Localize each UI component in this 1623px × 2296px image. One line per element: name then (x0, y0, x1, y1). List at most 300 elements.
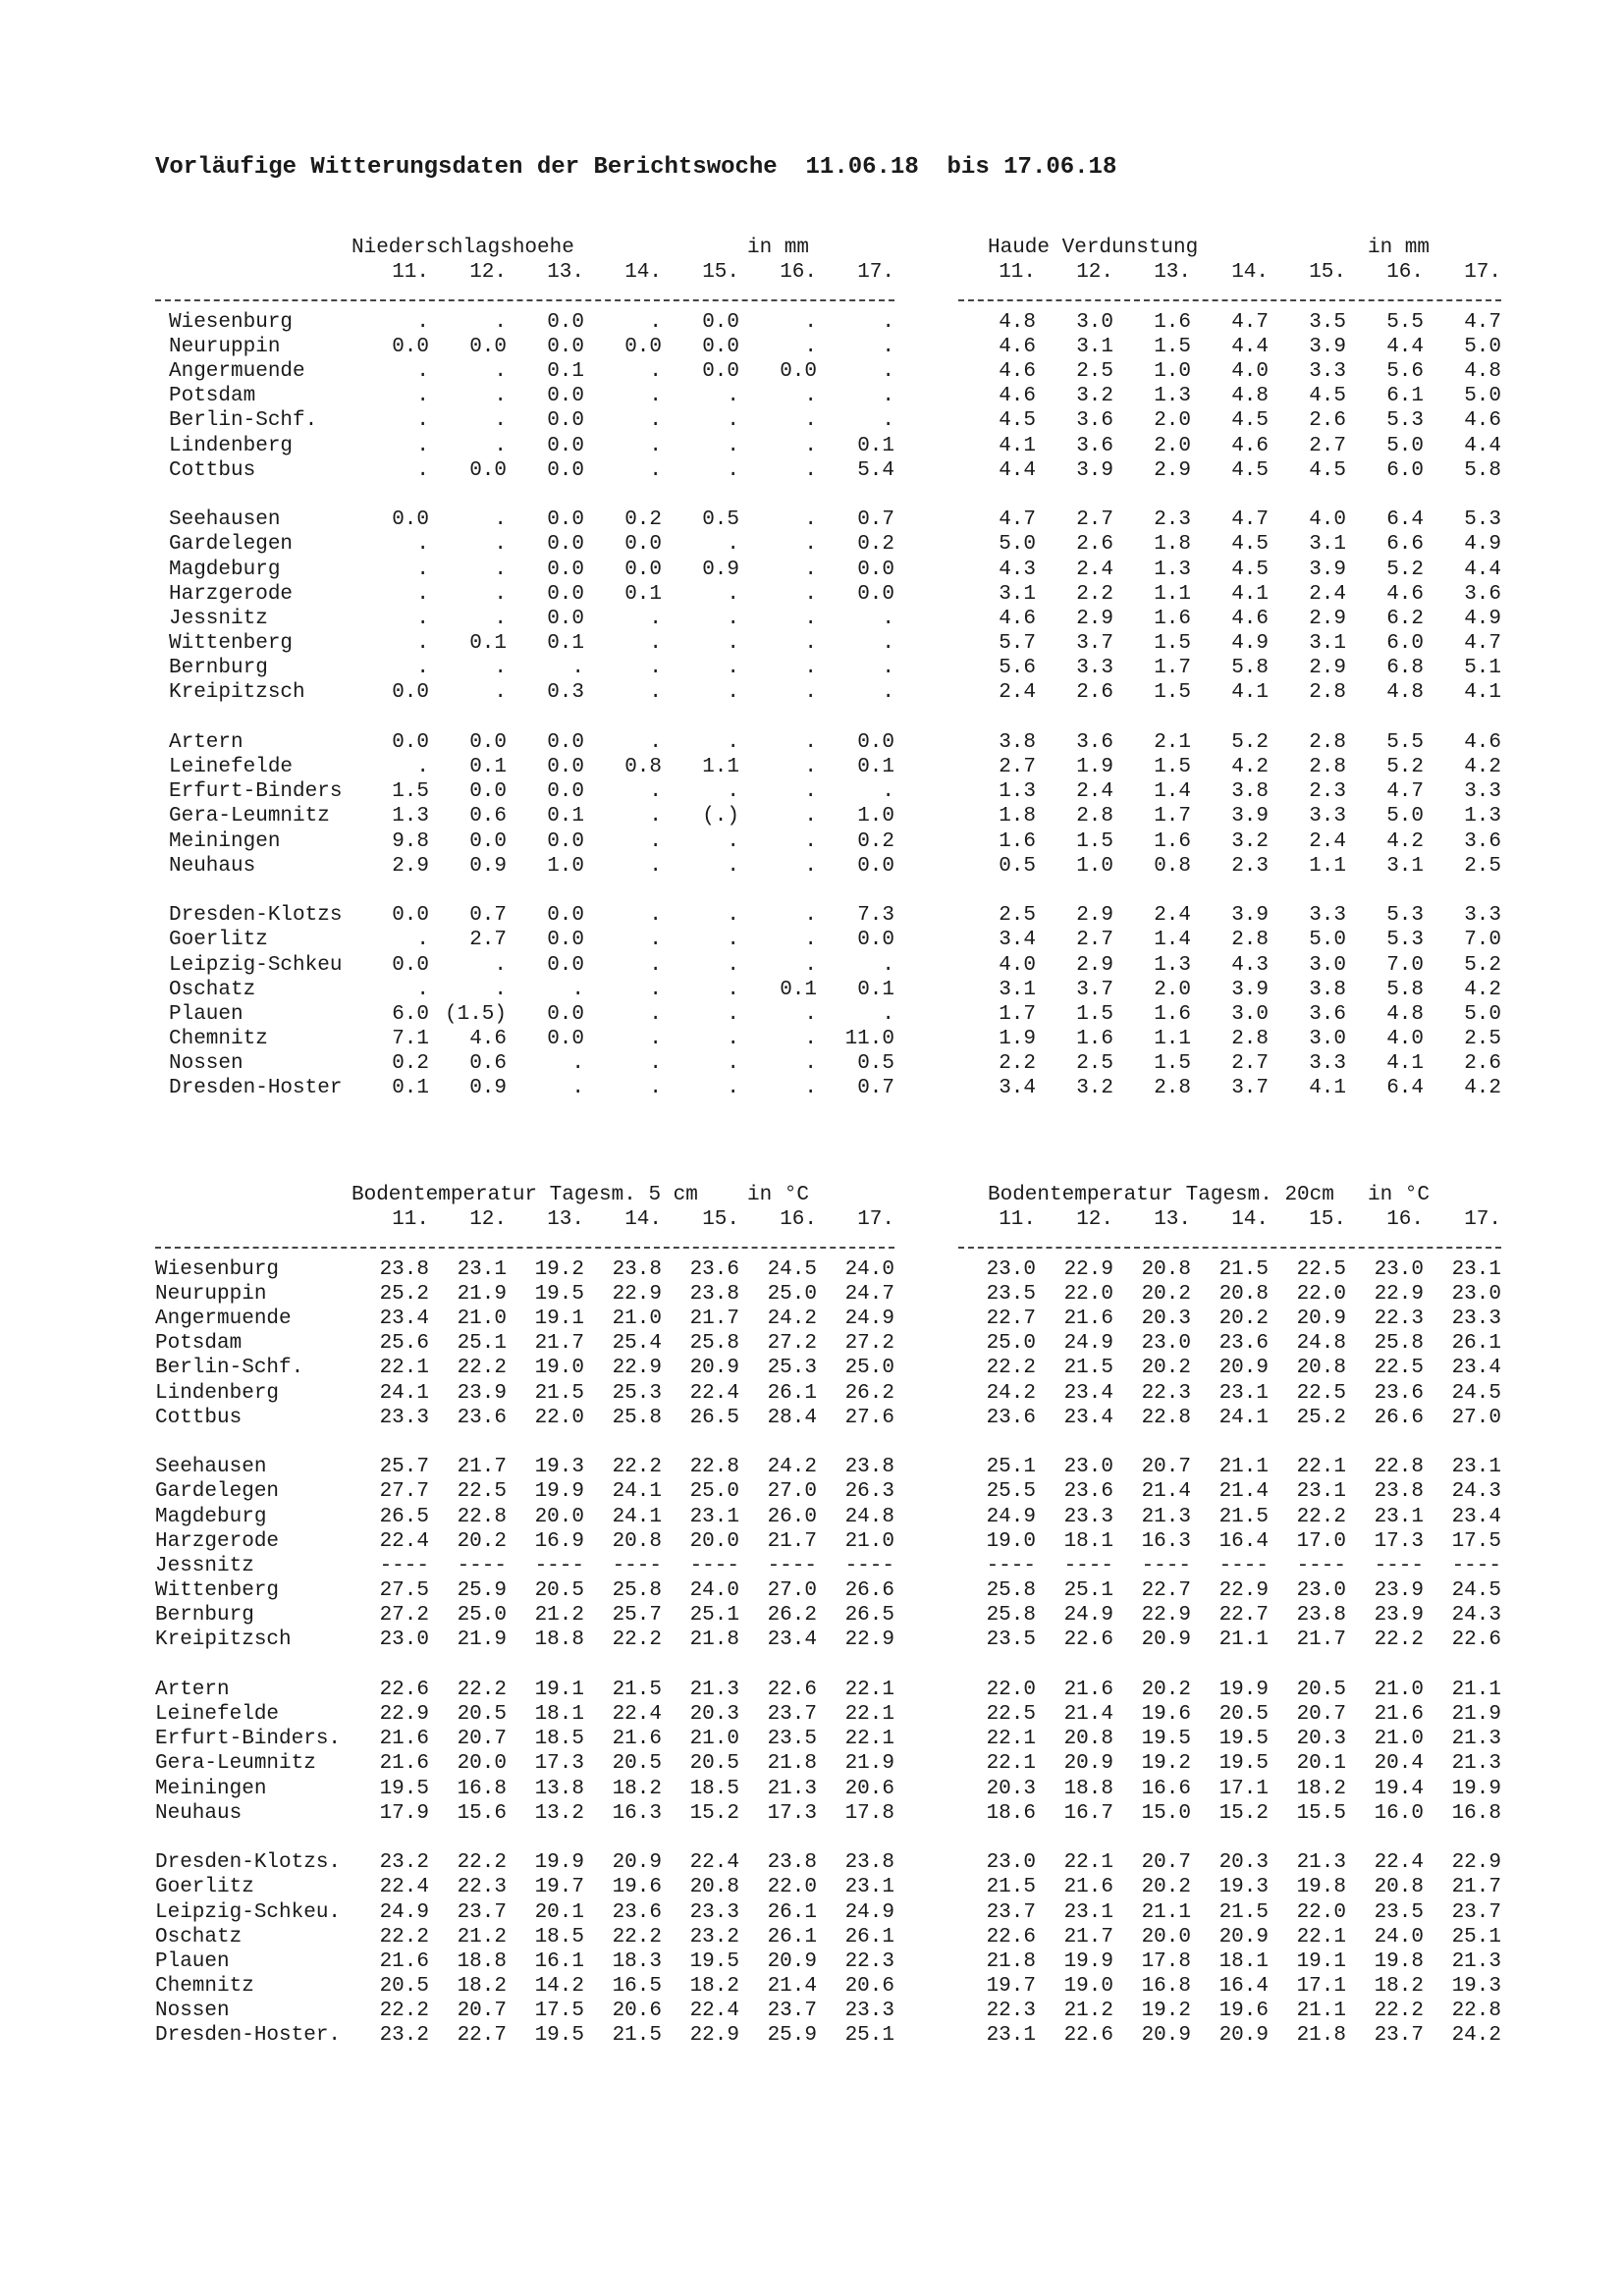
table-row (155, 458, 1501, 483)
left-value-cell: 0.1 (547, 360, 584, 384)
right-value-cell: 5.5 (1386, 730, 1424, 754)
right-value-cell: 6.2 (1386, 607, 1424, 630)
left-value-cell: . (804, 409, 817, 433)
right-value-cell: 4.2 (1464, 756, 1501, 779)
right-value-cell: 25.8 (1374, 1332, 1424, 1356)
left-value-cell: 0.0 (392, 508, 429, 532)
right-value-cell: 23.1 (1218, 1381, 1269, 1405)
left-section-title: Niederschlagshoehe (352, 237, 574, 260)
left-value-cell: 0.7 (857, 1077, 894, 1100)
right-value-cell: 22.8 (1451, 2000, 1501, 2023)
right-value-cell: 3.3 (1464, 904, 1501, 928)
left-value-cell: 18.2 (457, 1975, 507, 1999)
station-name: Lindenberg (169, 434, 294, 457)
right-value-cell: 6.8 (1386, 657, 1424, 680)
left-value-cell: 0.9 (469, 854, 507, 878)
right-value-cell: ---- (986, 1554, 1036, 1577)
right-value-cell: 2.8 (1154, 1077, 1191, 1100)
right-value-cell: 20.7 (1141, 1456, 1191, 1479)
table-row (155, 1999, 1501, 2023)
table-row (155, 1406, 1501, 1430)
table-row (155, 829, 1501, 854)
day-header: 13. (547, 261, 584, 285)
right-value-cell: 3.4 (999, 1077, 1036, 1100)
left-value-cell: 22.9 (612, 1282, 662, 1306)
right-value-cell: 23.3 (1063, 1505, 1113, 1528)
left-value-cell: 23.0 (379, 1629, 429, 1652)
left-value-cell: (.) (702, 805, 739, 828)
left-value-cell: 0.0 (547, 929, 584, 952)
left-value-cell: 23.1 (689, 1505, 739, 1528)
left-value-cell: . (416, 978, 429, 1001)
station-name: Lindenberg (155, 1381, 280, 1405)
table-row (155, 680, 1501, 705)
left-value-cell: 0.1 (547, 805, 584, 828)
right-value-cell: 19.4 (1374, 1777, 1424, 1800)
right-value-cell: 20.2 (1218, 1308, 1269, 1331)
right-value-cell: 21.1 (1141, 1900, 1191, 1924)
left-value-cell: 22.1 (844, 1678, 894, 1701)
right-value-cell: 23.1 (1451, 1456, 1501, 1479)
left-value-cell: 19.5 (534, 2024, 584, 2048)
left-value-cell: . (416, 607, 429, 630)
right-value-cell: 23.9 (1374, 1604, 1424, 1628)
right-value-cell: 4.6 (999, 335, 1036, 358)
left-value-cell: 24.0 (844, 1257, 894, 1281)
right-value-cell: 22.0 (986, 1678, 1036, 1701)
left-value-cell: 22.6 (379, 1678, 429, 1701)
left-value-cell: 16.5 (612, 1975, 662, 1999)
left-value-cell: 23.7 (457, 1900, 507, 1924)
separator-line (155, 1247, 894, 1249)
right-value-cell: 24.3 (1451, 1604, 1501, 1628)
right-value-cell: 1.1 (1309, 854, 1346, 878)
left-value-cell: . (727, 657, 739, 680)
right-value-cell: 3.3 (1309, 360, 1346, 384)
day-header: 16. (1386, 1208, 1424, 1232)
left-value-cell: 23.1 (457, 1257, 507, 1281)
left-value-cell: . (649, 409, 662, 433)
left-value-cell: ---- (612, 1554, 662, 1577)
left-value-cell: 22.9 (612, 1357, 662, 1380)
left-value-cell: . (416, 385, 429, 408)
right-value-cell: 16.7 (1063, 1801, 1113, 1825)
right-value-cell: 2.8 (1231, 929, 1269, 952)
right-value-cell: 1.6 (999, 829, 1036, 853)
left-value-cell: 23.4 (379, 1308, 429, 1331)
left-value-cell: 0.1 (469, 756, 507, 779)
left-value-cell: 0.0 (857, 854, 894, 878)
left-value-cell: 0.0 (702, 360, 739, 384)
left-value-cell: 24.2 (767, 1308, 817, 1331)
left-value-cell: 22.5 (457, 1480, 507, 1504)
left-value-cell: 22.9 (689, 2024, 739, 2048)
left-value-cell: 27.7 (379, 1480, 429, 1504)
left-value-cell: 28.4 (767, 1406, 817, 1429)
right-value-cell: 24.5 (1451, 1381, 1501, 1405)
right-value-cell: 19.9 (1451, 1777, 1501, 1800)
left-value-cell: . (649, 458, 662, 482)
left-value-cell: 26.0 (767, 1505, 817, 1528)
left-value-cell: 23.2 (689, 1925, 739, 1949)
left-value-cell: . (882, 310, 894, 334)
left-value-cell: 18.3 (612, 1949, 662, 1973)
right-value-cell: 2.7 (1309, 434, 1346, 457)
left-value-cell: 1.0 (857, 805, 894, 828)
table-row (155, 1578, 1501, 1603)
right-value-cell: 19.2 (1141, 2000, 1191, 2023)
left-value-cell: 23.6 (612, 1900, 662, 1924)
left-value-cell: 23.6 (457, 1406, 507, 1429)
right-value-cell: 1.6 (1076, 1028, 1113, 1051)
day-header: 12. (1076, 261, 1113, 285)
right-value-cell: 3.9 (1076, 458, 1113, 482)
left-value-cell: . (727, 730, 739, 754)
left-value-cell: ---- (457, 1554, 507, 1577)
station-name: Dresden-Klotzs. (155, 1851, 342, 1875)
day-header: 13. (547, 1208, 584, 1232)
day-header: 15. (1309, 1208, 1346, 1232)
left-value-cell: . (804, 434, 817, 457)
table-row (155, 854, 1501, 879)
right-value-cell: 1.5 (1154, 756, 1191, 779)
header-title-row (155, 236, 1501, 260)
left-value-cell: 0.0 (547, 458, 584, 482)
right-value-cell: 2.4 (1309, 582, 1346, 606)
right-value-cell: 3.7 (1231, 1077, 1269, 1100)
left-value-cell: . (804, 385, 817, 408)
left-value-cell: 4.6 (469, 1028, 507, 1051)
station-name: Artern (169, 730, 243, 754)
right-value-cell: 19.6 (1141, 1703, 1191, 1727)
left-value-cell: 0.0 (857, 929, 894, 952)
right-value-cell: 20.9 (1141, 1629, 1191, 1652)
right-value-cell: 23.5 (1374, 1900, 1424, 1924)
right-value-cell: 22.2 (1374, 1629, 1424, 1652)
right-value-cell: 4.6 (999, 607, 1036, 630)
right-value-cell: 4.0 (1309, 508, 1346, 532)
left-value-cell: 22.2 (612, 1456, 662, 1479)
right-value-cell: 4.4 (999, 458, 1036, 482)
right-value-cell: 22.0 (1296, 1900, 1346, 1924)
table-row (155, 978, 1501, 1002)
day-header: 12. (469, 1208, 507, 1232)
left-value-cell: 22.8 (457, 1505, 507, 1528)
left-value-cell: . (649, 1002, 662, 1026)
left-value-cell: 23.7 (767, 2000, 817, 2023)
right-value-cell: 19.5 (1218, 1752, 1269, 1776)
left-value-cell: 0.2 (624, 508, 662, 532)
left-value-cell: . (494, 434, 507, 457)
left-value-cell: 20.9 (767, 1949, 817, 1973)
day-header: 17. (857, 261, 894, 285)
right-value-cell: 1.1 (1154, 582, 1191, 606)
right-value-cell: 3.6 (1309, 1002, 1346, 1026)
right-value-cell: 20.8 (1063, 1728, 1113, 1751)
station-name: Meiningen (155, 1777, 267, 1800)
left-value-cell: 26.2 (767, 1604, 817, 1628)
day-header: 14. (624, 1208, 662, 1232)
left-value-cell: . (727, 780, 739, 804)
left-value-cell: . (571, 1077, 584, 1100)
right-value-cell: 25.8 (986, 1579, 1036, 1603)
day-header: 17. (857, 1208, 894, 1232)
left-value-cell: 0.0 (780, 360, 817, 384)
left-value-cell: 22.3 (844, 1949, 894, 1973)
right-value-cell: 5.0 (1464, 1002, 1501, 1026)
right-value-cell: 3.1 (1076, 335, 1113, 358)
right-value-cell: 3.9 (1231, 904, 1269, 928)
right-value-cell: 22.1 (1296, 1925, 1346, 1949)
right-value-cell: 21.1 (1218, 1629, 1269, 1652)
left-value-cell: 15.6 (457, 1801, 507, 1825)
station-name: Dresden-Hoster (169, 1077, 343, 1100)
right-value-cell: 1.4 (1154, 929, 1191, 952)
left-value-cell: 0.6 (469, 1052, 507, 1076)
left-value-cell: 27.5 (379, 1579, 429, 1603)
right-value-cell: 21.0 (1374, 1678, 1424, 1701)
right-value-cell: 2.6 (1076, 681, 1113, 705)
right-value-cell: 2.2 (999, 1052, 1036, 1076)
left-section-unit: in mm (747, 237, 810, 260)
left-value-cell: . (727, 533, 739, 557)
right-value-cell: 2.6 (1309, 409, 1346, 433)
right-value-cell: 18.6 (986, 1801, 1036, 1825)
right-value-cell: 4.1 (1231, 681, 1269, 705)
right-value-cell: 20.8 (1218, 1282, 1269, 1306)
left-value-cell: 20.5 (689, 1752, 739, 1776)
right-value-cell: 4.5 (1231, 458, 1269, 482)
left-value-cell: 18.1 (534, 1703, 584, 1727)
right-value-cell: 3.3 (1464, 780, 1501, 804)
right-value-cell: 19.0 (986, 1529, 1036, 1553)
left-value-cell: 0.0 (392, 904, 429, 928)
right-value-cell: ---- (1141, 1554, 1191, 1577)
right-value-cell: 22.6 (986, 1925, 1036, 1949)
station-name: Potsdam (155, 1332, 243, 1356)
left-value-cell: 19.9 (534, 1851, 584, 1875)
right-value-cell: 4.9 (1464, 533, 1501, 557)
right-value-cell: 19.8 (1296, 1876, 1346, 1899)
right-value-cell: 4.6 (1231, 607, 1269, 630)
day-header: 15. (1309, 261, 1346, 285)
right-value-cell: 17.3 (1374, 1529, 1424, 1553)
table-row (155, 1603, 1501, 1628)
left-value-cell: 0.0 (547, 335, 584, 358)
right-value-cell: 2.3 (1231, 854, 1269, 878)
right-value-cell: 15.0 (1141, 1801, 1191, 1825)
left-value-cell: 21.8 (767, 1752, 817, 1776)
left-value-cell: . (649, 632, 662, 656)
right-value-cell: 23.4 (1063, 1406, 1113, 1429)
right-value-cell: 3.3 (1309, 805, 1346, 828)
right-value-cell: 4.6 (1464, 730, 1501, 754)
table-row (155, 1801, 1501, 1826)
left-value-cell: . (494, 533, 507, 557)
left-value-cell: 22.2 (457, 1357, 507, 1380)
left-value-cell: 0.0 (547, 780, 584, 804)
right-value-cell: 5.7 (999, 632, 1036, 656)
left-value-cell: 19.1 (534, 1308, 584, 1331)
left-value-cell: 23.3 (379, 1406, 429, 1429)
right-value-cell: 20.4 (1374, 1752, 1424, 1776)
left-value-cell: 25.8 (612, 1579, 662, 1603)
left-value-cell: 22.1 (844, 1728, 894, 1751)
table-row (155, 1949, 1501, 1974)
right-value-cell: 4.9 (1464, 607, 1501, 630)
left-value-cell: . (727, 1028, 739, 1051)
right-value-cell: 23.0 (1063, 1456, 1113, 1479)
left-value-cell: 19.1 (534, 1678, 584, 1701)
station-name: Nossen (155, 2000, 230, 2023)
right-value-cell: 1.3 (1154, 385, 1191, 408)
right-value-cell: 24.3 (1451, 1480, 1501, 1504)
right-value-cell: 25.2 (1296, 1406, 1346, 1429)
day-header: 13. (1154, 261, 1191, 285)
right-value-cell: 4.9 (1231, 632, 1269, 656)
left-value-cell: 25.1 (689, 1604, 739, 1628)
left-value-cell: . (416, 409, 429, 433)
right-value-cell: 3.7 (1076, 632, 1113, 656)
left-value-cell: 0.0 (702, 310, 739, 334)
right-value-cell: 7.0 (1386, 953, 1424, 977)
right-value-cell: 22.5 (1374, 1357, 1424, 1380)
left-value-cell: 22.2 (457, 1678, 507, 1701)
right-value-cell: 1.1 (1154, 1028, 1191, 1051)
right-value-cell: 21.9 (1451, 1703, 1501, 1727)
left-value-cell: ---- (844, 1554, 894, 1577)
left-value-cell: 0.0 (624, 335, 662, 358)
right-value-cell: 1.5 (1154, 681, 1191, 705)
left-value-cell: . (649, 730, 662, 754)
right-value-cell: 1.5 (1154, 335, 1191, 358)
left-value-cell: 24.9 (379, 1900, 429, 1924)
right-value-cell: 5.3 (1386, 904, 1424, 928)
right-value-cell: 23.6 (1374, 1381, 1424, 1405)
right-value-cell: 22.1 (1296, 1456, 1346, 1479)
left-value-cell: 22.1 (379, 1357, 429, 1380)
right-value-cell: 1.9 (999, 1028, 1036, 1051)
right-value-cell: 3.1 (1386, 854, 1424, 878)
right-value-cell: 21.6 (1374, 1703, 1424, 1727)
right-value-cell: 2.4 (1076, 780, 1113, 804)
station-name: Seehausen (169, 508, 281, 532)
right-value-cell: 4.5 (999, 409, 1036, 433)
left-value-cell: 0.5 (857, 1052, 894, 1076)
left-value-cell: 2.7 (469, 929, 507, 952)
left-value-cell: 25.0 (457, 1604, 507, 1628)
left-value-cell: 0.0 (547, 508, 584, 532)
right-value-cell: 21.7 (1296, 1629, 1346, 1652)
right-value-cell: 16.3 (1141, 1529, 1191, 1553)
station-name: Artern (155, 1678, 230, 1701)
table-row (155, 1455, 1501, 1479)
right-value-cell: 20.5 (1218, 1703, 1269, 1727)
left-value-cell: . (649, 854, 662, 878)
left-value-cell: 22.4 (689, 1381, 739, 1405)
station-name: Chemnitz (155, 1975, 254, 1999)
left-value-cell: 1.1 (702, 756, 739, 779)
right-value-cell: 21.3 (1451, 1949, 1501, 1973)
left-value-cell: . (649, 929, 662, 952)
right-value-cell: 5.8 (1386, 978, 1424, 1001)
right-value-cell: 2.5 (1464, 1028, 1501, 1051)
left-value-cell: 13.8 (534, 1777, 584, 1800)
table-row (155, 1002, 1501, 1027)
station-name: Bernburg (169, 657, 268, 680)
group-spacer (155, 483, 1501, 507)
left-value-cell: 18.8 (534, 1629, 584, 1652)
day-header: 14. (1231, 1208, 1269, 1232)
right-value-cell: 3.8 (999, 730, 1036, 754)
right-value-cell: 3.2 (1231, 829, 1269, 853)
left-value-cell: 22.4 (689, 2000, 739, 2023)
left-value-cell: 0.0 (624, 533, 662, 557)
right-value-cell: 1.5 (1154, 1052, 1191, 1076)
table-row (155, 408, 1501, 433)
left-value-cell: . (416, 632, 429, 656)
right-value-cell: 5.3 (1386, 929, 1424, 952)
right-value-cell: 1.0 (1154, 360, 1191, 384)
right-value-cell: 21.5 (1218, 1505, 1269, 1528)
day-header: 16. (780, 1208, 817, 1232)
right-section-title: Haude Verdunstung (988, 237, 1199, 260)
right-value-cell: 3.6 (1076, 434, 1113, 457)
day-header: 17. (1464, 261, 1501, 285)
right-value-cell: 4.8 (1464, 360, 1501, 384)
left-value-cell: 21.3 (689, 1678, 739, 1701)
right-value-cell: 23.0 (986, 1257, 1036, 1281)
left-value-cell: . (804, 533, 817, 557)
right-value-cell: 23.1 (1374, 1505, 1424, 1528)
left-value-cell: 14.2 (534, 1975, 584, 1999)
left-value-cell: 18.8 (457, 1949, 507, 1973)
left-value-cell: 21.9 (457, 1629, 507, 1652)
left-value-cell: 27.0 (767, 1480, 817, 1504)
right-value-cell: 2.2 (1076, 582, 1113, 606)
left-value-cell: 20.6 (844, 1975, 894, 1999)
right-value-cell: 22.8 (1141, 1406, 1191, 1429)
left-value-cell: 20.5 (457, 1703, 507, 1727)
left-value-cell: . (649, 681, 662, 705)
right-value-cell: 19.3 (1451, 1975, 1501, 1999)
left-value-cell: 25.4 (612, 1332, 662, 1356)
table-row (155, 507, 1501, 532)
station-name: Leipzig-Schkeu. (155, 1900, 342, 1924)
separator-row (155, 285, 1501, 309)
left-value-cell: . (882, 632, 894, 656)
left-value-cell: . (804, 953, 817, 977)
station-name: Oschatz (169, 978, 256, 1001)
group-spacer (155, 1653, 1501, 1678)
left-value-cell: 20.6 (612, 2000, 662, 2023)
right-value-cell: 26.6 (1374, 1406, 1424, 1429)
right-value-cell: 1.6 (1154, 607, 1191, 630)
right-value-cell: 2.0 (1154, 409, 1191, 433)
left-value-cell: 20.5 (534, 1579, 584, 1603)
right-value-cell: 23.6 (1218, 1332, 1269, 1356)
station-name: Berlin-Schf. (155, 1357, 304, 1380)
right-value-cell: 19.9 (1218, 1678, 1269, 1701)
table-row (155, 1925, 1501, 1949)
right-value-cell: 3.7 (1076, 978, 1113, 1001)
right-value-cell: 22.1 (1063, 1851, 1113, 1875)
left-value-cell: 0.0 (702, 335, 739, 358)
right-value-cell: 5.5 (1386, 310, 1424, 334)
right-value-cell: ---- (1218, 1554, 1269, 1577)
day-header: 12. (1076, 1208, 1113, 1232)
left-value-cell: 0.0 (469, 829, 507, 853)
